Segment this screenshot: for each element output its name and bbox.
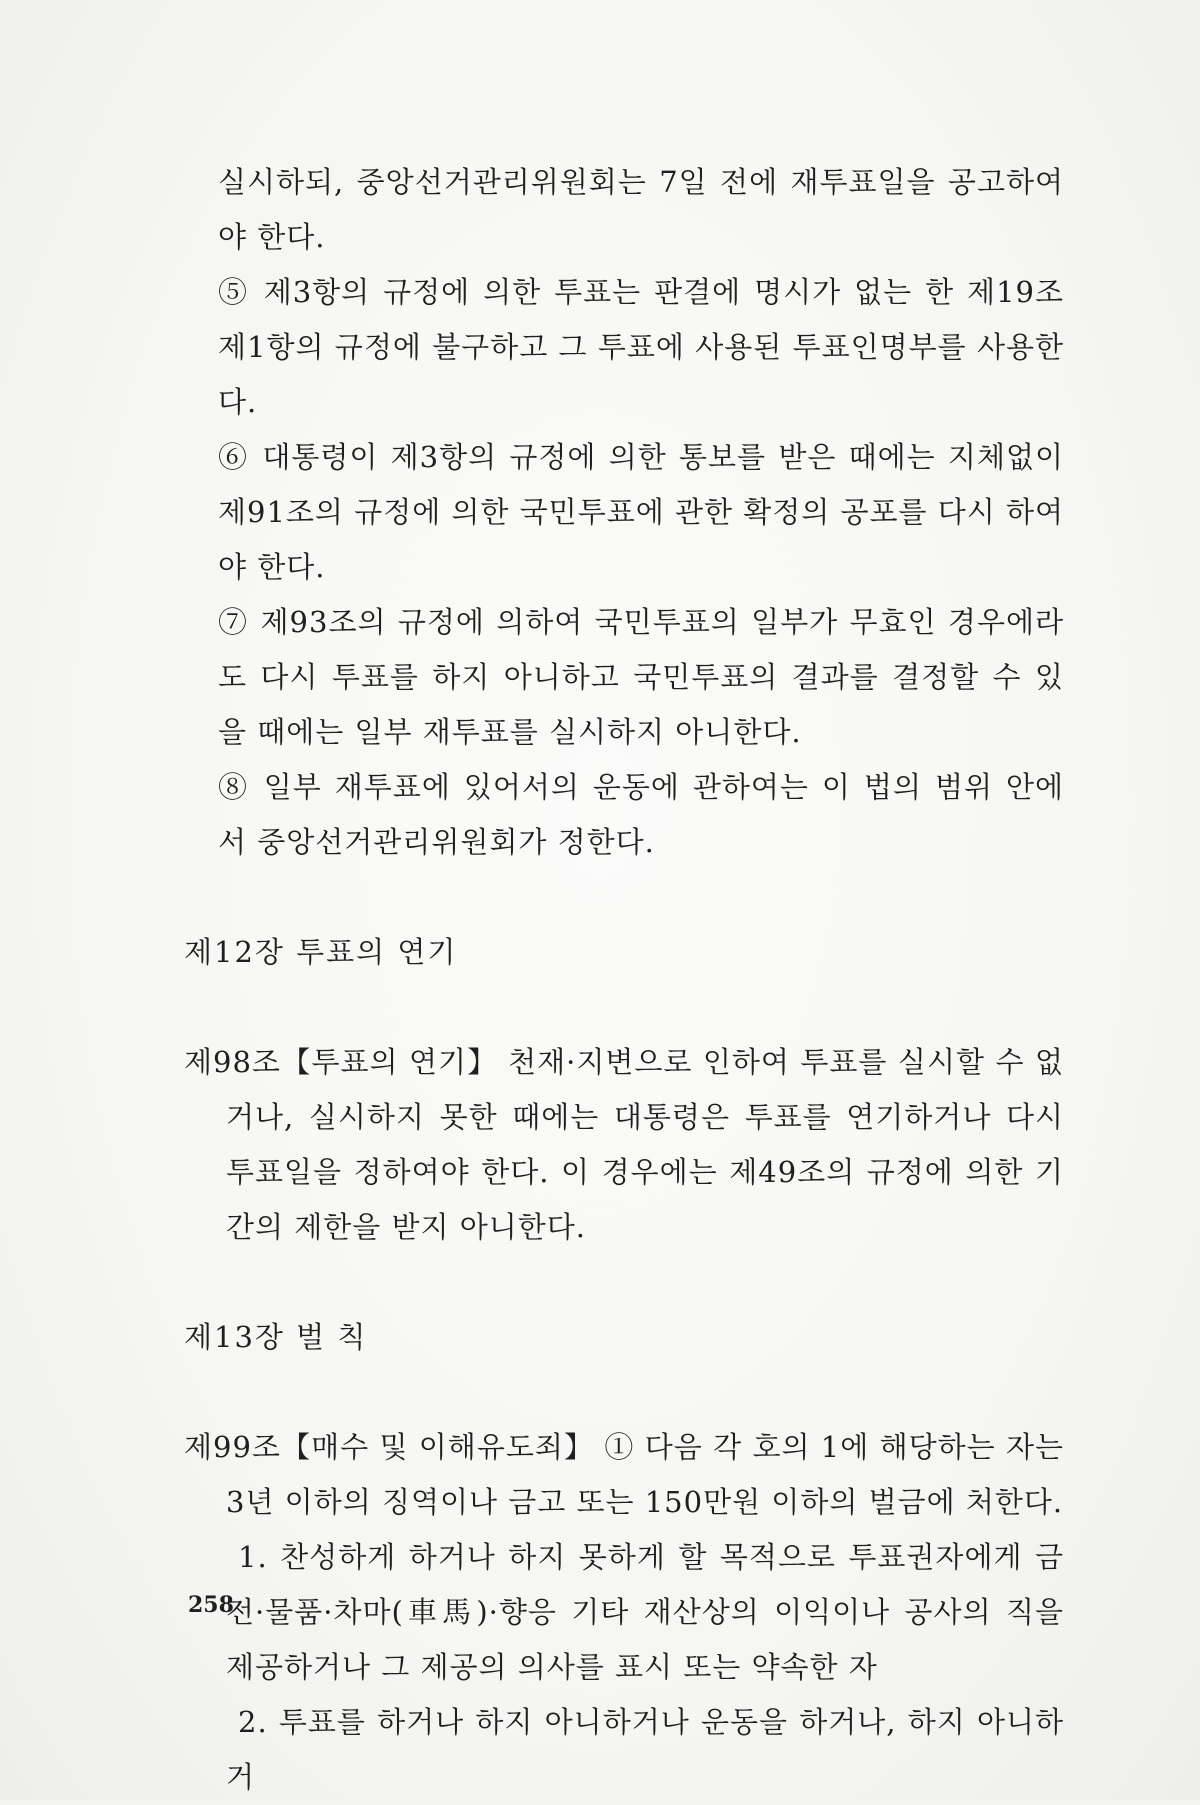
item-1: 1. 찬성하게 하거나 하지 못하게 할 목적으로 투표권자에게 금전·물품·차마(車馬)·향응 기타 재산상의 이익이나 공사의 직을 제공하거나 그 제공의 의사를 표시 또는 약속한 자: [226, 1540, 1064, 1684]
paragraph-5: ⑤ 제3항의 규정에 의한 투표는 판결에 명시가 없는 한 제19조 제1항의 규정에 불구하고 그 투표에 사용된 투표인명부를 사용한다.: [218, 275, 1064, 419]
paragraph-7: ⑦ 제93조의 규정에 의하여 국민투표의 일부가 무효인 경우에라도 다시 투표를 하지 아니하고 국민투표의 결과를 결정할 수 있을 때에는 일부 재투표를 실시하지 아니한다.: [218, 605, 1064, 749]
paragraph-8: ⑧ 일부 재투표에 있어서의 운동에 관하여는 이 법의 범위 안에서 중앙선거관리위원회가 정한다.: [218, 770, 1064, 859]
spacer: [184, 1365, 1064, 1420]
document-body: [184, 155, 1064, 1805]
item-2: 2. 투표를 하거나 하지 아니하거나 운동을 하거나, 하지 아니하거: [226, 1705, 1064, 1794]
page-number: 258: [188, 1592, 234, 1618]
article-98: 제98조【투표의 연기】 천재·지변으로 인하여 투표를 실시할 수 없거나, 실시하지 못한 때에는 대통령은 투표를 연기하거나 다시 투표일을 정하여야 한다. 이 경우에는 제49조의 규정에 의한 기간의 제한을 받지 아니한다.: [184, 1045, 1064, 1244]
spacer: [184, 1255, 1064, 1310]
spacer: [184, 980, 1064, 1035]
paragraph-6: ⑥ 대통령이 제3항의 규정에 의한 통보를 받은 때에는 지체없이 제91조의 규정에 의한 국민투표에 관한 확정의 공포를 다시 하여야 한다.: [218, 440, 1064, 584]
continuation-paragraph: 실시하되, 중앙선거관리위원회는 7일 전에 재투표일을 공고하여야 한다.: [218, 165, 1064, 254]
chapter-13-heading: 제13장 벌 칙: [184, 1320, 368, 1354]
article-99: 제99조【매수 및 이해유도죄】 ① 다음 각 호의 1에 해당하는 자는 3년 이하의 징역이나 금고 또는 150만원 이하의 벌금에 처한다.: [184, 1430, 1064, 1519]
chapter-12-heading: 제12장 투표의 연기: [184, 935, 458, 969]
spacer: [184, 870, 1064, 925]
